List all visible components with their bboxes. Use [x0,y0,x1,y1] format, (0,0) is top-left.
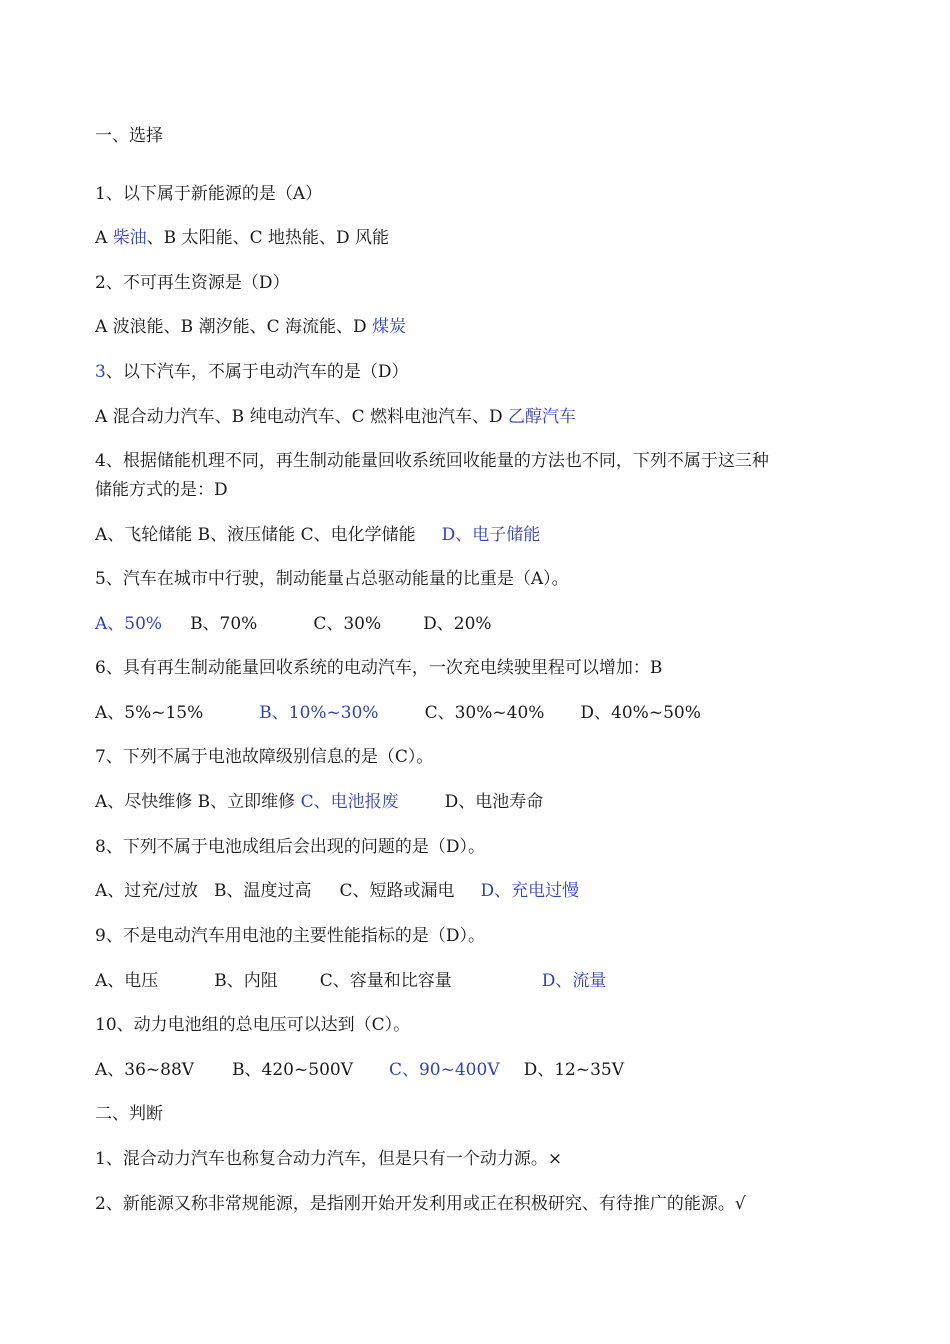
question-10: 10、动力电池组的总电压可以达到（C）。 [95,1015,411,1035]
q4-answer: D、电子储能 [441,525,541,545]
q6-option-d: D、40%~50% [580,703,701,723]
question-2-options [95,313,875,342]
q3-number: 3 [95,362,106,382]
question-5: 5、汽车在城市中行驶，制动能量占总驱动能量的比重是（A）。 [95,569,569,589]
question-3 [95,358,875,387]
q9-option-c: C、容量和比容量 [319,971,452,991]
question-6: 6、具有再生制动能量回收系统的电动汽车，一次充电续驶里程可以增加：B [95,658,663,678]
judgement-2: 2、新能源又称非常规能源，是指刚开始开发利用或正在积极研究、有待推广的能源。√ [95,1194,746,1214]
q1-options-rest: 、B 太阳能、C 地热能、D 风能 [146,228,390,248]
question-8-options [95,877,875,906]
q3-options-lead: A 混合动力汽车、B 纯电动汽车、C 燃料电池汽车、D [95,407,509,427]
q6-option-a: A、5%~15% [95,703,204,723]
q6-answer: B、10%~30% [259,703,379,723]
q10-option-d: D、12~35V [523,1060,625,1080]
q8-option-b: B、温度过高 [214,881,312,901]
q2-option-d-answer: 煤炭 [372,317,407,337]
question-4-line-2: 储能方式的是：D [95,480,228,500]
judgement-1: 1、混合动力汽车也称复合动力汽车，但是只有一个动力源。× [95,1149,563,1169]
q10-answer: C、90~400V [388,1060,500,1080]
question-1-options [95,224,875,253]
q6-option-c: C、30%~40% [424,703,545,723]
question-9: 9、不是电动汽车用电池的主要性能指标的是（D）。 [95,926,485,946]
q5-option-c: C、30% [313,614,382,634]
q5-option-d: D、20% [423,614,492,634]
question-6-options [95,699,875,728]
q10-option-b: B、420~500V [232,1060,353,1080]
q9-option-a: A、电压 [95,971,159,991]
question-7-options [95,788,875,817]
q8-option-a: A、过充/过放 [95,881,199,901]
q5-option-b: B、70% [190,614,258,634]
question-9-options [95,967,875,996]
q9-option-b: B、内阻 [214,971,278,991]
question-7: 7、下列不属于电池故障级别信息的是（C）。 [95,747,434,767]
q2-options-lead: A 波浪能、B 潮汐能、C 海流能、D [95,317,373,337]
q8-answer: D、充电过慢 [480,881,580,901]
q1-option-a-answer: 柴油 [112,228,147,248]
q7-option-d: D、电池寿命 [444,792,544,812]
q3-question-text: 、以下汽车，不属于电动汽车的是（D） [105,362,409,382]
question-4-line-1: 4、根据储能机理不同，再生制动能量回收系统回收能量的方法也不同，下列不属于这三种 [95,451,769,471]
q7-answer: C、电池报废 [300,792,399,812]
q8-option-c: C、短路或漏电 [339,881,455,901]
q4-options: A、飞轮储能 B、液压储能 C、电化学储能 [95,525,416,545]
q5-answer: A、50% [95,614,163,634]
q9-answer: D、流量 [541,971,607,991]
q3-option-d-answer: 乙醇汽车 [508,407,577,427]
section-title-choice: 一、选择 [95,126,163,146]
question-5-options [95,610,875,639]
question-4-options [95,521,875,550]
section-title-judgement: 二、判断 [95,1104,163,1124]
question-1: 1、以下属于新能源的是（A） [95,184,323,204]
question-2: 2、不可再生资源是（D） [95,273,290,293]
question-3-options [95,403,875,432]
q7-options: A、尽快维修 B、立即维修 [95,792,301,812]
question-8: 8、下列不属于电池成组后会出现的问题的是（D）。 [95,837,485,857]
q1-option-a-label: A [95,228,113,248]
q10-option-a: A、36~88V [95,1060,195,1080]
question-10-options [95,1056,875,1085]
